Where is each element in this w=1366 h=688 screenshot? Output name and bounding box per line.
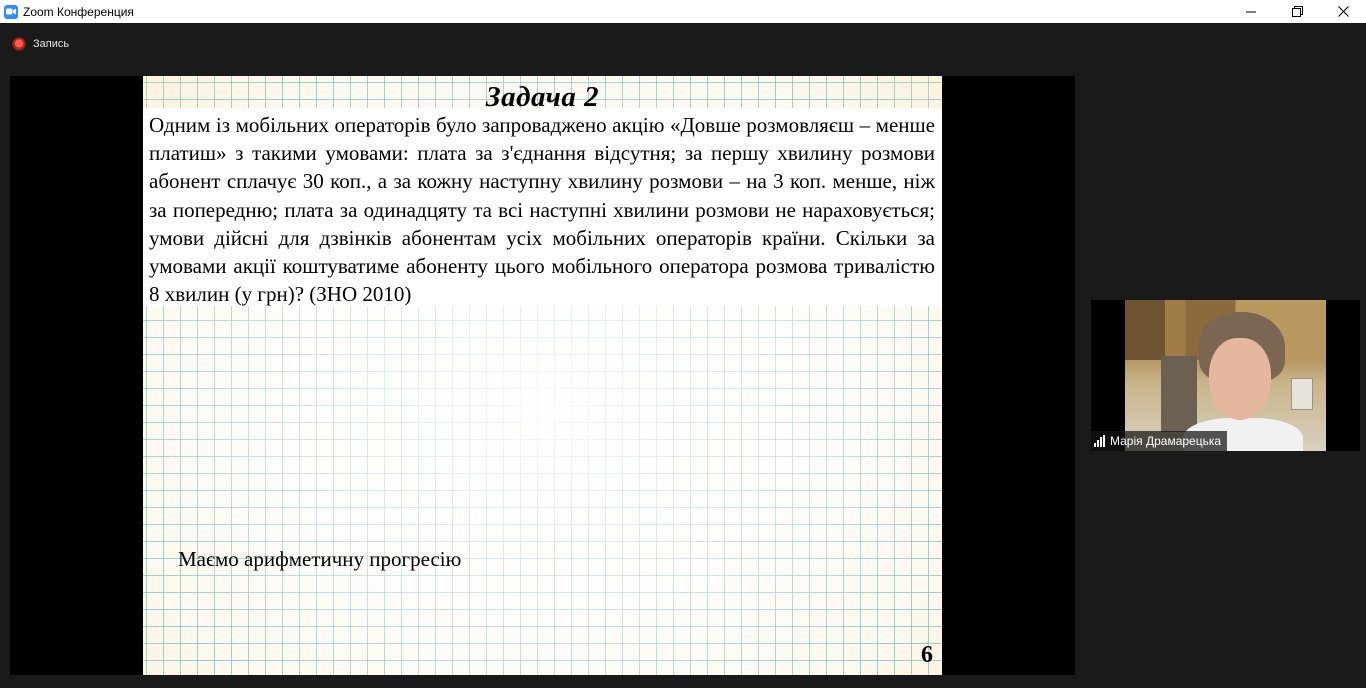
- video-background-door: [1161, 356, 1197, 432]
- restore-button[interactable]: [1274, 0, 1320, 23]
- minimize-icon: [1246, 7, 1256, 17]
- participant-video-feed: [1125, 300, 1326, 451]
- participant-name: Марія Драмарецька: [1110, 434, 1222, 448]
- video-background-poster: [1291, 378, 1313, 410]
- close-icon: [1338, 6, 1349, 17]
- shared-screen: [10, 76, 1075, 675]
- recording-label[interactable]: Запись: [33, 38, 70, 50]
- slide-title: Задача 2: [485, 81, 600, 113]
- window-titlebar: [0, 0, 1366, 23]
- signal-bars-icon: [1094, 435, 1106, 447]
- participant-face: [1209, 338, 1271, 420]
- minimize-button[interactable]: [1228, 0, 1274, 23]
- presentation-slide: [143, 76, 942, 675]
- participant-video-panel[interactable]: [1091, 300, 1360, 451]
- recording-bar: [0, 23, 1366, 65]
- slide-page-number: 6: [921, 642, 933, 668]
- window-controls: [1228, 0, 1366, 23]
- participant-caption: [1091, 431, 1227, 451]
- close-button[interactable]: [1320, 0, 1366, 23]
- slide-note: Маємо арифметичну прогресію: [178, 547, 462, 571]
- recording-dot-icon[interactable]: [13, 38, 25, 50]
- window-title: Zoom Конференция: [23, 4, 134, 19]
- slide-problem-text: Одним із мобільних операторів було запроваджено акцію «Довше розмовляєш – менше платиш» з такими умовами: плата за з'єднання відсутня; за першу хвилину розмови абонент сплачує 30 коп., а за кожну наступну хвилину розмови – на 3 коп. менше, ніж за попередню; плата за одинадцяту та всі наступні хвилини розмови не нараховується; умови дійсні для дзвінків абонентам усіх мобільних операторів країни. Скільки за умовами акції коштуватиме абоненту цього мобільного оператора розмова тривалістю 8 хвилин (у грн)? (ЗНО 2010): [149, 113, 935, 307]
- restore-icon: [1292, 6, 1303, 17]
- zoom-camera-icon: [4, 5, 18, 19]
